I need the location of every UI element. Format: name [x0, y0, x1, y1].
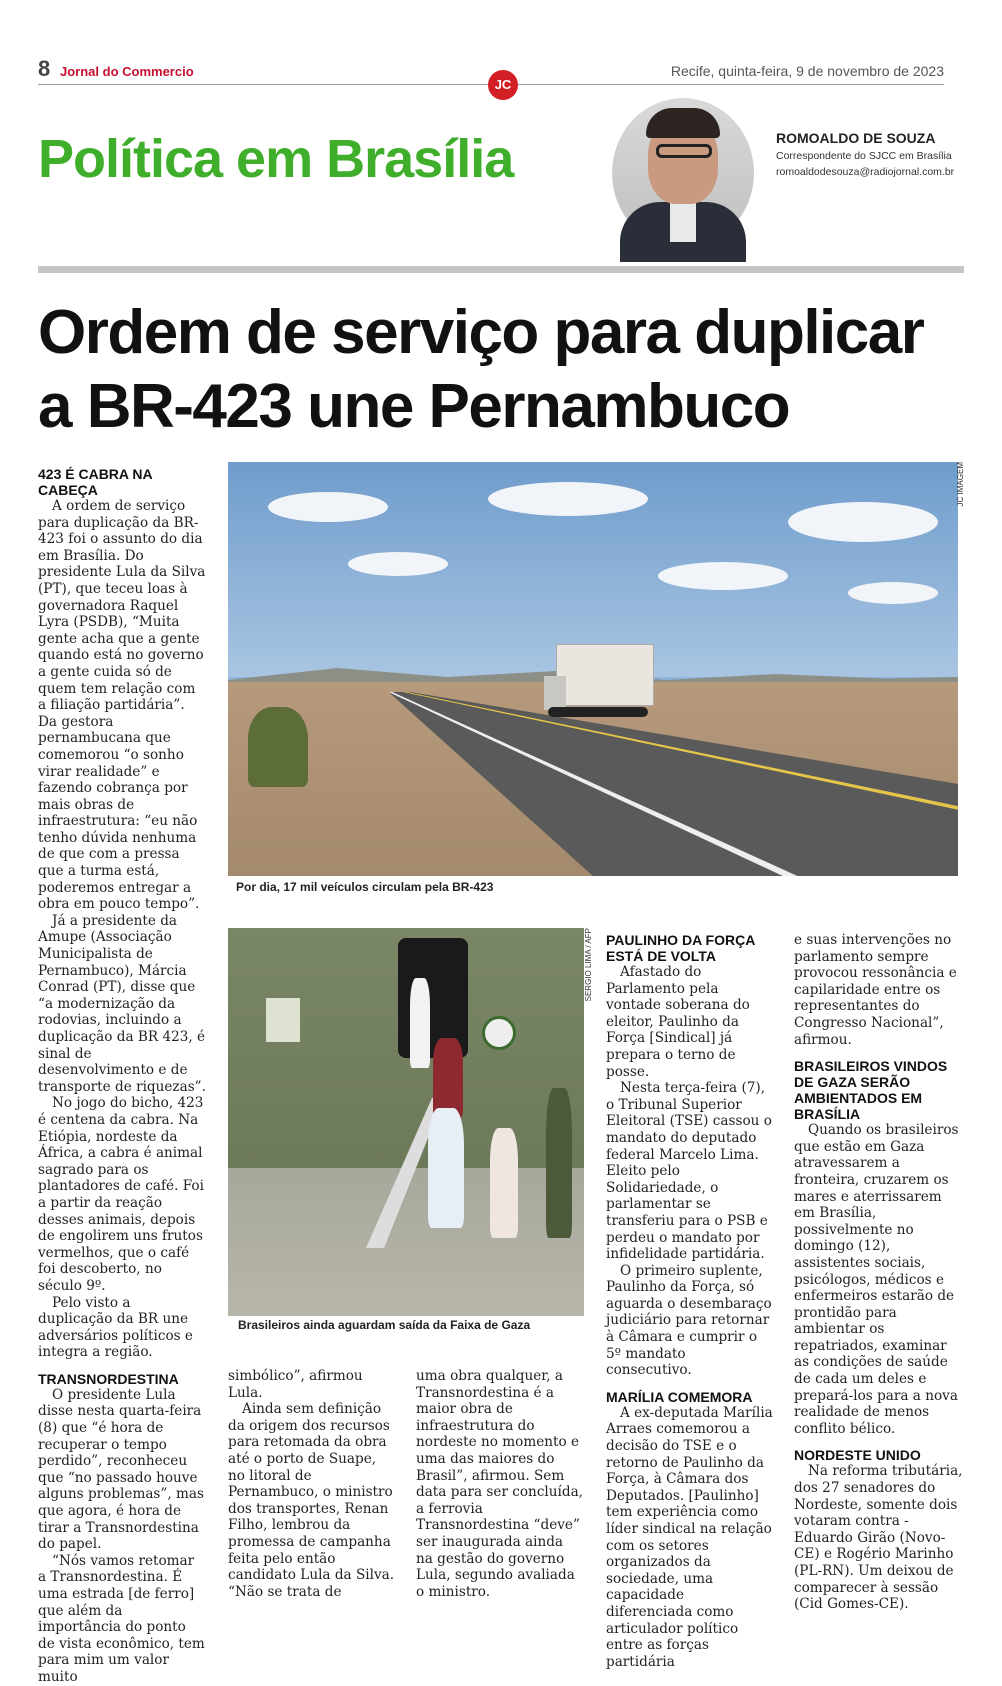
paragraph: O presidente Lula disse nesta quarta-feira (8) que “é hora de recuperar o tempo perdido”, reconheceu que “no passado houve alguns problemas”, mas que agora, é hora de tirar a Transnordestina do papel. [38, 1386, 204, 1553]
paragraph: O primeiro suplente, Paulinho da Força, só aguarda o desembaraço judiciário para retornar à Câmara e cumprir o 5º mandato consecutivo. [606, 1262, 772, 1379]
headline [38, 296, 968, 444]
subhead-gaza: BRASILEIROS VINDOS DE GAZA SERÃO AMBIENTADOS EM BRASÍLIA [794, 1058, 948, 1123]
author-role: Correspondente do SJCC em Brasília [776, 150, 952, 162]
column-1 [38, 466, 206, 1686]
subhead-marilia: MARÍLIA COMEMORA [606, 1388, 753, 1405]
page-number: 8 [38, 56, 51, 81]
column-5 [794, 932, 964, 1613]
paragraph: Ainda sem definição da origem dos recursos para retomada da obra até o porto de Suape, no litoral de Pernambuco, o ministro dos transportes, Renan Filho, lembrou da promessa de campanha feita pelo então candidato Lula da Silva. “Não se trata de [228, 1401, 395, 1600]
paragraph: Já a presidente da Amupe (Associação Municipalista de Pernambuco), Márcia Conrad (PT), disse que “a modernização da rodovias, incluindo a duplicação da BR 423, é sinal de desenvolvimento e de transporte de riquezas”. [38, 912, 206, 1095]
paragraph: Na reforma tributária, dos 27 senadores do Nordeste, somente dois votaram contra - Eduardo Girão (Novo-CE) e Rogério Marinho (PL-RN). Um deixou de comparecer à sessão (Cid Gomes-CE). [794, 1463, 963, 1613]
highway-photo [228, 462, 958, 876]
paper-name: Jornal do Commercio [60, 64, 194, 79]
section-divider [38, 266, 964, 273]
paragraph: uma obra qualquer, a Transnordestina é a maior obra de infraestrutura do nordeste no momento e uma das maiores do Brasil”, afirmou. Sem data para ser concluída, a ferrovia Transnordestina “deve” ser inaugurada ainda na gestão do governo Lula, segundo avaliada o ministro. [416, 1368, 584, 1600]
author-photo [612, 98, 754, 248]
paragraph: e suas intervenções no parlamento sempre provocou ressonância e capilaridade entre os representantes do Congresso Nacional”, afirmou. [794, 932, 957, 1048]
column-3 [416, 1368, 584, 1600]
paragraph: Afastado do Parlamento pela vontade soberana do eleitor, Paulinho da Força [Sindical] já prepara o terno de posse. [606, 964, 750, 1080]
photo-caption: Por dia, 17 mil veículos circulam pela BR-423 [236, 880, 494, 894]
subhead-transnordestina: TRANSNORDESTINA [38, 1370, 179, 1387]
headline-line-1: Ordem de serviço para duplicar [38, 298, 924, 367]
subhead-nordeste: NORDESTE UNIDO [794, 1447, 921, 1464]
paragraph: simbólico”, afirmou Lula. [228, 1368, 363, 1401]
column-4 [606, 932, 774, 1670]
photo-credit: JC IMAGEM [956, 462, 965, 507]
paragraph: “Nós vamos retomar a Transnordestina. É uma estrada [de ferro] que além da importância do ponto de vista econômico, tem para mim um valor muito [38, 1552, 205, 1685]
dateline: Recife, quinta-feira, 9 de novembro de 2023 [670, 63, 944, 79]
photo-caption: Brasileiros ainda aguardam saída da Faixa de Gaza [238, 1318, 531, 1332]
aircraft-photo [228, 928, 584, 1316]
paragraph: Pelo visto a duplicação da BR une adversários políticos e integra a região. [38, 1294, 193, 1361]
paragraph: A ex-deputada Marília Arraes comemorou a decisão do TSE e o retorno de Paulinho da Força, à Câmara dos Deputados. [Paulinho] tem experiência como líder sindical na relação com os setores organizados da sociedade, uma capacidade diferenciada como articulador político entre as forças partidária [606, 1404, 773, 1670]
paragraph: Quando os brasileiros que estão em Gaza atravessarem a fronteira, cruzarem os mares e aterrissarem em Brasília, possivelmente no domingo (12), assistentes sociais, psicólogos, médicos e enfermeiros estarão de prontidão para ambientar os repatriados, examinar as condições de saúde de cada um deles e prepará-los para a nova realidade de menos conflito bélico. [794, 1122, 959, 1437]
paragraph: A ordem de serviço para duplicação da BR-423 foi o assunto do dia em Brasília. Do presidente Lula da Silva (PT), que teceu loas à governadora Raquel Lyra (PSDB), “Muita gente acha que a gente quando está no governo a gente cuida só de quem tem relação com a filiação partidária”. Da gestora pernambucana que comemorou “o sonho virar realidade” e fazendo cobrança por mais obras de infraestrutura: “eu não tenho dúvida nenhuma de que com a pressa que a turma está, poderemos entregar a obra em pouco tempo”. [38, 498, 206, 913]
section-title: Política em Brasília [38, 129, 514, 189]
jc-logo: JC [488, 70, 518, 100]
author-email: romoaldodesouza@radiojornal.com.br [776, 166, 955, 178]
paragraph: Nesta terça-feira (7), o Tribunal Superior Eleitoral (TSE) cassou o mandato do deputado federal Marcelo Lima. Eleito pelo Solidariedade, o parlamentar se transferiu para o PSB e perdeu o mandato por infidelidade partidária. [606, 1080, 772, 1263]
column-2 [228, 1368, 396, 1600]
subhead-cabra: 423 É CABRA NA CABEÇA [38, 466, 153, 498]
subhead-paulinho: PAULINHO DA FORÇA ESTÁ DE VOLTA [606, 932, 755, 964]
headline-line-2: a BR-423 une Pernambuco [38, 372, 790, 441]
author-name: ROMOALDO DE SOUZA [776, 130, 936, 146]
paragraph: No jogo do bicho, 423 é centena da cabra. Na Etiópia, nordeste da África, a cabra é animal sagrado para os plantadores de café. Foi a partir da reação desses animais, depois de engolirem uns frutos vermelhos, que o café foi descoberto, no século 9º. [38, 1095, 204, 1294]
photo-credit: SERGIO LIMA / AFP [584, 928, 593, 1002]
